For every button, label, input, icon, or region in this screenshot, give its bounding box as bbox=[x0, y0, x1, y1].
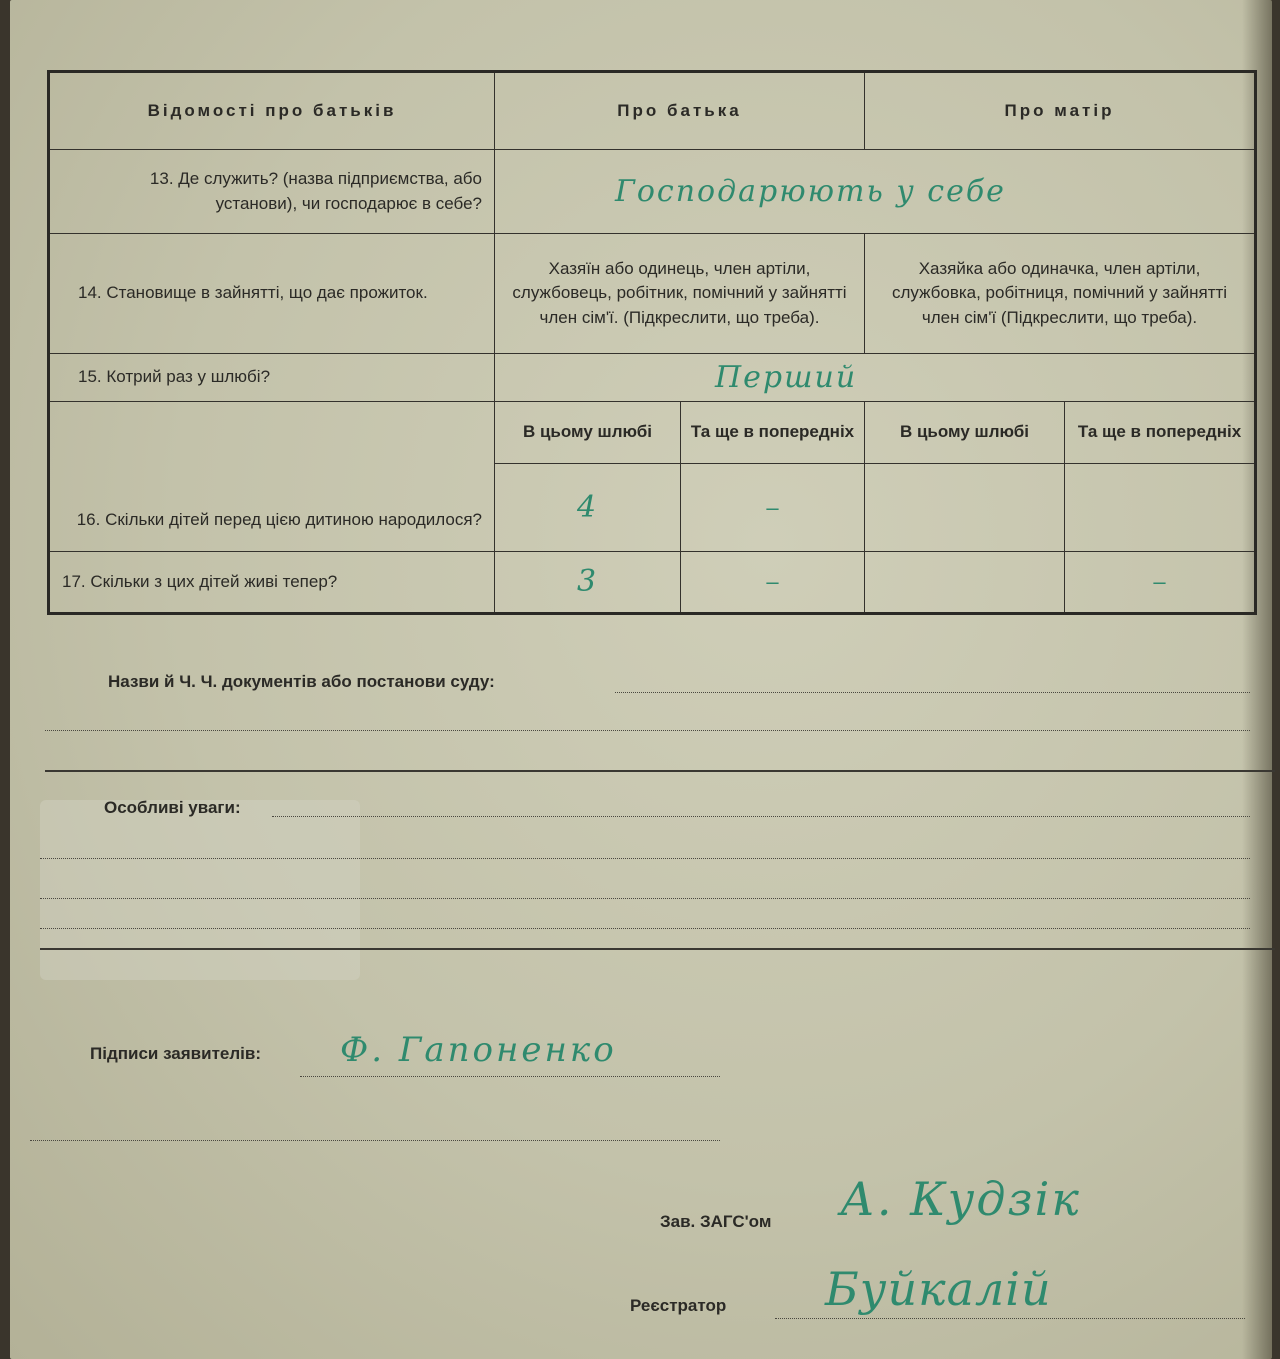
paper-stain bbox=[40, 800, 360, 980]
applicant-signature: Ф. Гапоненко bbox=[340, 1030, 617, 1070]
subheader-father-this-marriage: В цьому шлюбі bbox=[495, 402, 681, 464]
handwritten-father-living-prev: – bbox=[766, 569, 779, 595]
mother-children-this-marriage bbox=[865, 464, 1065, 552]
handwritten-father-children-prev: – bbox=[766, 494, 779, 520]
documents-line-1 bbox=[615, 692, 1250, 693]
documents-line-2 bbox=[45, 730, 1250, 731]
signatures-line-1 bbox=[300, 1076, 720, 1077]
table-header-row bbox=[49, 72, 1256, 150]
mother-employment-options: Хазяйка або одиначка, член артіли, службовка, робітниця, помічний у зайнятті член сім'ї (Підкреслити, що треба). bbox=[865, 234, 1256, 354]
row-13 bbox=[49, 150, 1256, 234]
subheader-mother-previous: Та ще в попередніх bbox=[1065, 402, 1256, 464]
handwritten-father-living-this: 3 bbox=[576, 564, 599, 600]
head-label: Зав. ЗАГС'ом bbox=[660, 1212, 772, 1231]
handwritten-answer-15: Перший bbox=[715, 359, 858, 395]
father-children-previous bbox=[681, 464, 865, 552]
notes-line-3 bbox=[40, 898, 1250, 899]
mother-living-previous bbox=[1065, 552, 1256, 614]
father-living-this-marriage bbox=[495, 552, 681, 614]
header-parents-info: Відомості про батьків bbox=[49, 72, 495, 150]
documents-label: Назви й Ч. Ч. документів або постанови суду: bbox=[108, 672, 495, 691]
father-children-this-marriage bbox=[495, 464, 681, 552]
handwritten-mother-living-prev: – bbox=[1153, 569, 1166, 595]
answer-15 bbox=[495, 354, 1256, 402]
row-14 bbox=[49, 234, 1256, 354]
question-15: 15. Котрий раз у шлюбі? bbox=[49, 354, 495, 402]
header-about-mother: Про матір bbox=[865, 72, 1256, 150]
mother-children-previous bbox=[1065, 464, 1256, 552]
row-17 bbox=[49, 552, 1256, 614]
father-living-previous bbox=[681, 552, 865, 614]
subheader-father-previous: Та ще в попередніх bbox=[681, 402, 865, 464]
registrar-line bbox=[775, 1318, 1245, 1319]
row-16-subheaders bbox=[49, 402, 1256, 464]
parents-info-table bbox=[47, 70, 1257, 615]
question-14: 14. Становище в зайнятті, що дає прожиток. bbox=[49, 234, 495, 354]
question-16: 16. Скільки дітей перед цією дитиною народилося? bbox=[49, 402, 495, 552]
subheader-mother-this-marriage: В цьому шлюбі bbox=[865, 402, 1065, 464]
head-signature: А. Кудзік bbox=[840, 1172, 1081, 1226]
mother-living-this-marriage bbox=[865, 552, 1065, 614]
registrar-signature: Буйкалій bbox=[825, 1262, 1052, 1316]
handwritten-father-children-this: 4 bbox=[576, 489, 599, 525]
row-15 bbox=[49, 354, 1256, 402]
notes-line-4 bbox=[40, 928, 1250, 929]
notes-line-1 bbox=[272, 816, 1250, 817]
documents-divider bbox=[45, 770, 1275, 772]
signatures-label: Підписи заявителів: bbox=[90, 1044, 261, 1063]
signatures-line-2 bbox=[30, 1140, 720, 1141]
notes-line-2 bbox=[40, 858, 1250, 859]
father-employment-options: Хазяїн або одинець, член артіли, службовець, робітник, помічний у зайнятті член сім'ї. (Підкреслити, що треба). bbox=[495, 234, 865, 354]
notes-label: Особливі уваги: bbox=[104, 798, 241, 817]
registrar-label: Реєстратор bbox=[630, 1296, 727, 1315]
answer-13 bbox=[495, 150, 1256, 234]
question-13: 13. Де служить? (назва підприємства, або установи), чи господарює в себе? bbox=[49, 150, 495, 234]
question-17: 17. Скільки з цих дітей живі тепер? bbox=[49, 552, 495, 614]
header-about-father: Про батька bbox=[495, 72, 865, 150]
notes-divider bbox=[40, 948, 1275, 950]
handwritten-answer-13: Господарюють у себе bbox=[615, 173, 1006, 209]
